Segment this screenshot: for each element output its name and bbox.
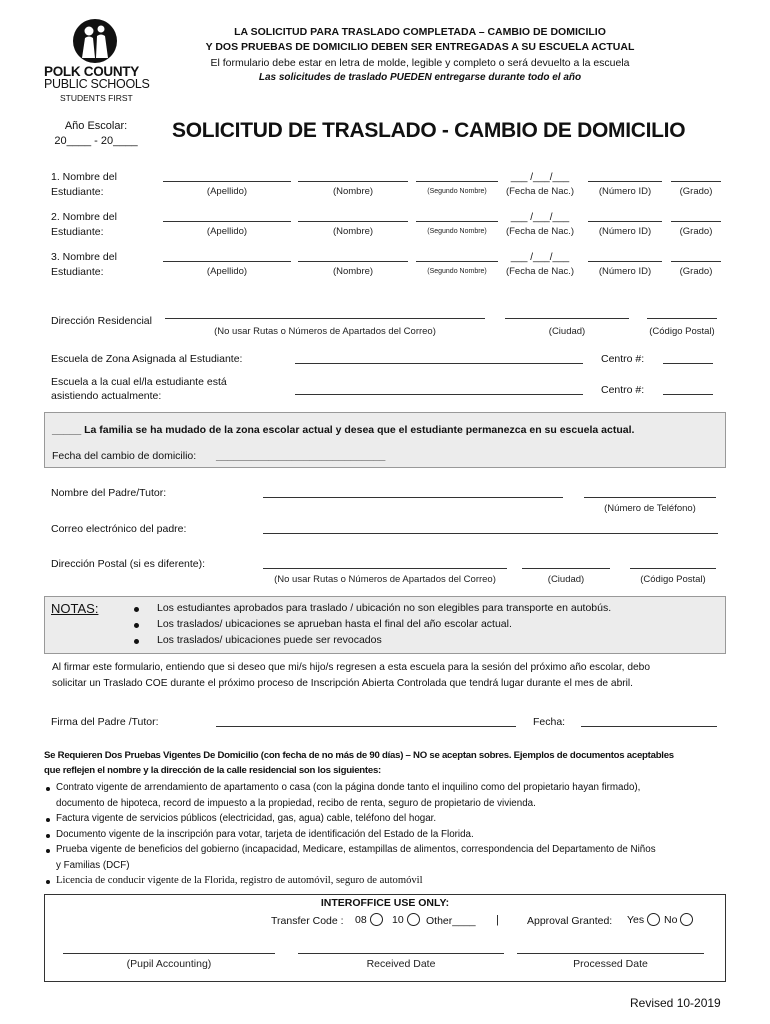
- approval-yes-label: Yes: [627, 914, 645, 926]
- student-2-label-a: 2. Nombre del: [51, 211, 117, 223]
- parent-postal-label: Dirección Postal (si es diferente):: [51, 558, 206, 570]
- logo-line1: POLK COUNTY: [44, 64, 139, 79]
- parent-name-label: Nombre del Padre/Tutor:: [51, 487, 167, 499]
- pupil-accounting-caption: (Pupil Accounting): [126, 958, 212, 970]
- transfer-code-08-label: 08: [355, 914, 367, 926]
- student-3-label-a: 3. Nombre del: [51, 251, 117, 263]
- student-1-numero-id-field[interactable]: [588, 181, 662, 182]
- signature-date-label: Fecha:: [533, 716, 566, 728]
- proof-item-3-line-1: Documento vigente de la inscripción para votar, tarjeta de identificación del Estado de la Florida.: [56, 828, 474, 840]
- processed-date-field[interactable]: [517, 953, 704, 954]
- school-year-value[interactable]: 20____ - 20____: [54, 135, 138, 147]
- header-line2: Y DOS PRUEBAS DE DOMICILIO DEBEN SER ENTREGADAS A SU ESCUELA ACTUAL: [205, 41, 635, 53]
- zoned-school-label: Escuela de Zona Asignada al Estudiante:: [51, 353, 243, 365]
- student-3-fecha-caption: (Fecha de Nac.): [505, 266, 575, 277]
- student-2-segundo-caption: (Segundo Nombre): [427, 228, 487, 235]
- notes-item-1: Los estudiantes aprobados para traslado / ubicación no son elegibles para transporte en autobús.: [157, 602, 612, 614]
- address-city-field[interactable]: [505, 318, 629, 319]
- student-2-numero-id-field[interactable]: [588, 221, 662, 222]
- student-3-grado-field[interactable]: [671, 261, 721, 262]
- student-1-segundo-caption: (Segundo Nombre): [427, 188, 487, 195]
- notes-title: NOTAS:: [51, 601, 99, 616]
- proof-bullet-5: [46, 880, 50, 884]
- address-zip-caption: (Código Postal): [649, 326, 715, 337]
- address-city-caption: (Ciudad): [548, 326, 586, 337]
- signature-field[interactable]: [216, 726, 516, 727]
- address-street-caption: (No usar Rutas o Números de Apartados del Correo): [214, 326, 436, 337]
- parent-email-field[interactable]: [263, 533, 718, 534]
- approval-yes-radio[interactable]: [647, 913, 660, 926]
- student-3-grado-caption: (Grado): [679, 266, 713, 277]
- revised-date: Revised 10-2019: [630, 996, 721, 1010]
- logo-line2: PUBLIC SCHOOLS: [44, 77, 150, 91]
- address-label: Dirección Residencial: [51, 315, 152, 327]
- signature-date-field[interactable]: [581, 726, 717, 727]
- parent-postal-street-field[interactable]: [263, 568, 507, 569]
- parent-phone-caption: (Número de Teléfono): [604, 503, 696, 514]
- current-school-label-b: asistiendo actualmente:: [51, 390, 162, 402]
- student-3-nombre-field[interactable]: [298, 261, 408, 262]
- current-school-label-a: Escuela a la cual el/la estudiante está: [51, 376, 227, 388]
- interoffice-title: INTEROFFICE USE ONLY:: [320, 897, 450, 909]
- transfer-code-08-option[interactable]: [355, 913, 386, 926]
- student-2-nombre-field[interactable]: [298, 221, 408, 222]
- current-centro-label: Centro #:: [601, 384, 645, 396]
- student-1-grado-caption: (Grado): [679, 186, 713, 197]
- student-2-segundo-field[interactable]: [416, 221, 498, 222]
- proof-bullet-2: [46, 818, 50, 822]
- student-1-fecha-caption: (Fecha de Nac.): [505, 186, 575, 197]
- current-centro-field[interactable]: [663, 394, 713, 395]
- approval-no-option[interactable]: [664, 913, 696, 926]
- transfer-code-10-option[interactable]: [392, 913, 423, 926]
- received-date-caption: Received Date: [366, 958, 436, 970]
- address-zip-field[interactable]: [647, 318, 717, 319]
- student-3-segundo-caption: (Segundo Nombre): [427, 268, 487, 275]
- student-2-apellido-caption: (Apellido): [206, 226, 248, 237]
- proof-item-5-line-1: Licencia de conducir vigente de la Florida, registro de automóvil, seguro de automóvil: [56, 875, 423, 886]
- student-3-label-b: Estudiante:: [51, 266, 104, 278]
- parent-postal-street-caption: (No usar Rutas o Números de Apartados del Correo): [274, 574, 496, 585]
- approval-label: Approval Granted:: [527, 915, 613, 927]
- notes-bullet-1: [134, 607, 139, 612]
- proof-heading2: que reflejen el nombre y la dirección de la calle residencial son los siguientes:: [44, 765, 381, 776]
- logo-tagline: STUDENTS FIRST: [60, 93, 133, 103]
- student-1-label-a: 1. Nombre del: [51, 171, 117, 183]
- student-3-apellido-caption: (Apellido): [206, 266, 248, 277]
- moved-statement[interactable]: _____ La familia se ha mudado de la zona escolar actual y desea que el estudiante permanezca en su escuela actual.: [52, 424, 635, 436]
- student-1-nombre-caption: (Nombre): [332, 186, 374, 197]
- proof-bullet-1: [46, 787, 50, 791]
- student-2-label-b: Estudiante:: [51, 226, 104, 238]
- moved-date-label: Fecha del cambio de domicilio:: [52, 450, 197, 462]
- received-date-field[interactable]: [298, 953, 504, 954]
- proof-heading1: Se Requieren Dos Pruebas Vigentes De Domicilio (con fecha de no más de 90 días) – NO se aceptan sobres. Ejemplos de documentos aceptables: [44, 750, 674, 761]
- student-3-apellido-field[interactable]: [163, 261, 291, 262]
- student-2-grado-field[interactable]: [671, 221, 721, 222]
- proof-bullet-4: [46, 849, 50, 853]
- student-1-label-b: Estudiante:: [51, 186, 104, 198]
- approval-yes-option[interactable]: [627, 913, 663, 926]
- student-3-nombre-caption: (Nombre): [332, 266, 374, 277]
- student-1-nombre-field[interactable]: [298, 181, 408, 182]
- proof-item-2-line-1: Factura vigente de servicios públicos (electricidad, gas, agua) cable, teléfono del hogar.: [56, 813, 437, 824]
- transfer-code-other[interactable]: Other____: [426, 915, 476, 927]
- transfer-code-08-radio[interactable]: [370, 913, 383, 926]
- transfer-code-label: Transfer Code :: [271, 915, 344, 927]
- header-line3: El formulario debe estar en letra de molde, legible y completo o será devuelto a la escuela: [210, 57, 630, 69]
- approval-no-label: No: [664, 914, 678, 926]
- student-2-grado-caption: (Grado): [679, 226, 713, 237]
- student-1-segundo-field[interactable]: [416, 181, 498, 182]
- current-school-field[interactable]: [295, 394, 583, 395]
- approval-no-radio[interactable]: [680, 913, 693, 926]
- zoned-school-field[interactable]: [295, 363, 583, 364]
- school-logo-icon: [72, 18, 118, 64]
- interoffice-separator: |: [496, 914, 499, 926]
- agreement-line1: Al firmar este formulario, entiendo que si deseo que mi/s hijo/s regresen a esta escuela para la sesión del próximo año escolar, debo: [52, 662, 650, 673]
- header-line1: LA SOLICITUD PARA TRASLADO COMPLETADA – CAMBIO DE DOMICILIO: [234, 26, 606, 38]
- moved-date-field[interactable]: _____________________________: [216, 450, 386, 462]
- parent-postal-city-field[interactable]: [522, 568, 610, 569]
- header-line4: Las solicitudes de traslado PUEDEN entregarse durante todo el año: [258, 72, 582, 83]
- proof-item-4-line-2: y Familias (DCF): [56, 859, 130, 871]
- school-year-label: Año Escolar:: [64, 120, 128, 132]
- zoned-centro-field[interactable]: [663, 363, 713, 364]
- notes-item-3: Los traslados/ ubicaciones puede ser revocados: [157, 634, 382, 646]
- student-1-grado-field[interactable]: [671, 181, 721, 182]
- student-2-numero-id-caption: (Número ID): [598, 226, 652, 237]
- student-3-numero-id-field[interactable]: [588, 261, 662, 262]
- notes-bullet-2: [134, 623, 139, 628]
- parent-email-label: Correo electrónico del padre:: [51, 523, 187, 535]
- parent-phone-field[interactable]: [584, 497, 716, 498]
- student-2-nombre-caption: (Nombre): [332, 226, 374, 237]
- student-3-numero-id-caption: (Número ID): [598, 266, 652, 277]
- agreement-line2: solicitar un Traslado COE durante el próximo proceso de Inscripción Abierta Controlada que tendrá lugar durante el mes de abril.: [52, 678, 634, 689]
- parent-postal-zip-field[interactable]: [630, 568, 716, 569]
- transfer-code-10-radio[interactable]: [407, 913, 420, 926]
- page-title: SOLICITUD DE TRASLADO - CAMBIO DE DOMICILIO: [172, 119, 686, 142]
- notes-item-2: Los traslados/ ubicaciones se aprueban hasta el final del año escolar actual.: [157, 618, 512, 630]
- student-1-apellido-caption: (Apellido): [206, 186, 248, 197]
- proof-item-4-line-1: Prueba vigente de beneficios del gobierno (incapacidad, Medicare, estampillas de alimentos, correspondencia del Departamento de Niños: [56, 844, 656, 855]
- parent-postal-city-caption: (Ciudad): [547, 574, 585, 585]
- parent-postal-zip-caption: (Código Postal): [640, 574, 706, 585]
- student-1-fecha-field[interactable]: ___ /___/___: [510, 172, 570, 183]
- signature-label: Firma del Padre /Tutor:: [51, 716, 159, 728]
- student-1-numero-id-caption: (Número ID): [598, 186, 652, 197]
- transfer-code-10-label: 10: [392, 914, 404, 926]
- zoned-centro-label: Centro #:: [601, 353, 645, 365]
- processed-date-caption: Processed Date: [573, 958, 648, 970]
- proof-item-1-line-1: Contrato vigente de arrendamiento de apartamento o casa (con la página donde tanto el inquilino como del propietario hayan firmado),: [56, 782, 641, 793]
- proof-bullet-3: [46, 834, 50, 838]
- parent-name-field[interactable]: [263, 497, 563, 498]
- student-2-fecha-field[interactable]: ___ /___/___: [510, 212, 570, 223]
- notes-bullet-3: [134, 639, 139, 644]
- address-street-field[interactable]: [165, 318, 485, 319]
- student-2-apellido-field[interactable]: [163, 221, 291, 222]
- student-3-segundo-field[interactable]: [416, 261, 498, 262]
- student-3-fecha-field[interactable]: ___ /___/___: [510, 252, 570, 263]
- student-2-fecha-caption: (Fecha de Nac.): [505, 226, 575, 237]
- pupil-accounting-field[interactable]: [63, 953, 275, 954]
- student-1-apellido-field[interactable]: [163, 181, 291, 182]
- proof-item-1-line-2: documento de hipoteca, record de impuesto a la propiedad, recibo de renta, seguro de propietario de vivienda.: [56, 797, 536, 809]
